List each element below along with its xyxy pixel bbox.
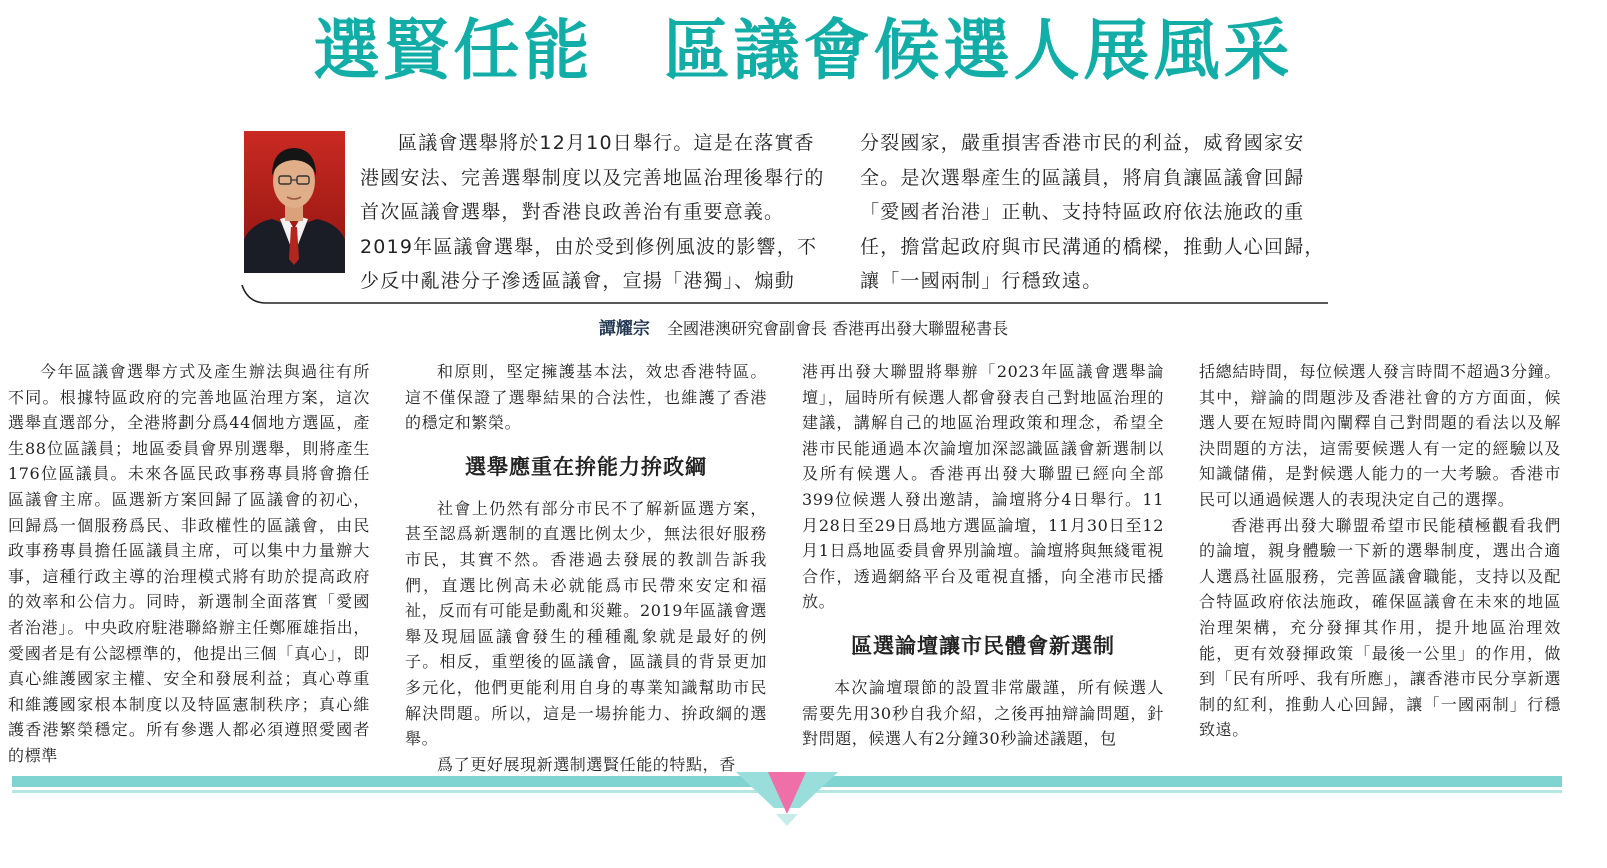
- paragraph: 港再出發大聯盟將舉辦「2023年區議會選舉論壇」，屆時所有候選人都會發表自己對地區治理的建議，講解自己的地區治理政策和理念，希望全港市民能通過本次論壇加深認識區議會新選制以及所有候選人。香港再出發大聯盟已經向全部399位候選人發出邀請，論壇將分4日舉行。11月28日至29日爲地方選區論壇，11月30日至12月1日爲地區委員會界別論壇。論壇將與無綫電視合作，透過網絡平台及電視直播，向全港市民播放。: [802, 362, 1164, 612]
- intro-paragraph: 區議會選舉將於12月10日舉行。這是在落實香港國安法、完善選舉制度以及完善地區治理後舉行的首次區議會選舉，對香港良政善治有重要意義。2019年區議會選舉，由於受到修例風波的影響，不少反中亂港分子滲透區議會，宣揚「港獨」、煽動: [360, 132, 825, 292]
- intro-text-left: [360, 126, 832, 292]
- paragraph: 爲了更好展現新選制選賢任能的特點，香: [437, 754, 736, 774]
- paragraph: 括總結時間，每位候選人發言時間不超過3分鐘。其中，辯論的問題涉及香港社會的方方面面，候選人要在短時間內闡釋自己對問題的看法以及解決問題的方法，這需要候選人有一定的經驗以及知識儲備，是對候選人能力的一大考驗。香港市民可以通過候選人的表現決定自己的選擇。: [1199, 362, 1561, 509]
- paragraph: 今年區議會選舉方式及產生辦法與過往有所不同。根據特區政府的完善地區治理方案，這次選舉直選部分，全港將劃分爲44個地方選區，產生88位區議員；地區委員會界別選舉，則將產生176位區議員。未來各區民政事務專員將會擔任區議會主席。區選新方案回歸了區議會的初心，回歸爲一個服務爲民、非政權性的區議會，由民政事務專員擔任區議員主席，可以集中力量辦大事，這種行政主導的治理模式將有助於提高政府的效率和公信力。同時，新選制全面落實「愛國者治港」。中央政府駐港聯絡辦主任鄭雁雄指出，愛國者是有公認標準的，他提出三個「真心」，即真心維護國家主權、安全和發展利益；真心尊重和維護國家根本制度以及特區憲制秩序；真心維護香港繁榮穩定。所有參選人都必須遵照愛國者的標準: [8, 362, 370, 765]
- bottom-decoration: [0, 768, 1607, 858]
- paragraph: 社會上仍然有部分市民不了解新區選方案，甚至認爲新選制的直選比例太少，無法很好服務市民，其實不然。香港過去發展的教訓告訴我們，直選比例高未必就能爲市民帶來安定和福祉，反而有可能是動亂和災難。2019年區議會選舉及現屆區議會發生的種種亂象就是最好的例子。相反，重塑後的區議會，區議員的背景更加多元化，他們更能利用自身的專業知識幫助市民解決問題。所以，這是一場拚能力、拚政綱的選舉。: [405, 498, 767, 749]
- intro-text-right: [860, 126, 1332, 292]
- article-column-2: [405, 359, 767, 777]
- byline: [0, 314, 1607, 339]
- article-column-1: [8, 359, 370, 769]
- paragraph: 香港再出發大聯盟希望市民能積極觀看我們的論壇，親身體驗一下新的選舉制度，選出合適人選爲社區服務，完善區議會職能，支持以及配合特區政府依法施政，確保區議會在未來的地區治理架構，充分發揮其作用，提升地區治理效能，更有效發揮政策「最後一公里」的作用，做到「民有所呼、我有所應」，讓香港市民分享新選制的紅利，推動人心回歸，讓「一國兩制」行穩致遠。: [1199, 515, 1561, 740]
- intro-paragraph: 分裂國家，嚴重損害香港市民的利益，威脅國家安全。是次選舉產生的區議員，將肩負讓區議會回歸「愛國者治港」正軌、支持特區政府依法施政的重任，擔當起政府與市民溝通的橋樑，推動人心回歸，讓「一國兩制」行穩致遠。: [860, 132, 1325, 292]
- headline: 選賢任能 區議會候選人展風采: [313, 12, 1294, 89]
- paragraph: 本次論壇環節的設置非常嚴謹，所有候選人需要先用30秒自我介紹，之後再抽辯論問題，針對問題，候選人有2分鐘30秒論述議題，包: [802, 677, 1164, 749]
- article-column-3: [802, 359, 1164, 752]
- deco-triangle-lower: [776, 814, 798, 826]
- article-column-4: [1199, 359, 1561, 743]
- intro-divider: [240, 283, 1330, 309]
- paragraph: 和原則，堅定擁護基本法，效忠香港特區。這不僅保證了選舉結果的合法性，也維護了香港的穩定和繁榮。: [405, 362, 767, 433]
- subheading: 區選論壇讓市民體會新選制: [851, 633, 1115, 658]
- subheading: 選舉應重在拚能力拚政綱: [465, 454, 707, 479]
- author-name: 譚耀宗: [598, 319, 650, 339]
- author-photo: [244, 131, 345, 273]
- author-title: 全國港澳研究會副會長 香港再出發大聯盟秘書長: [667, 319, 1009, 338]
